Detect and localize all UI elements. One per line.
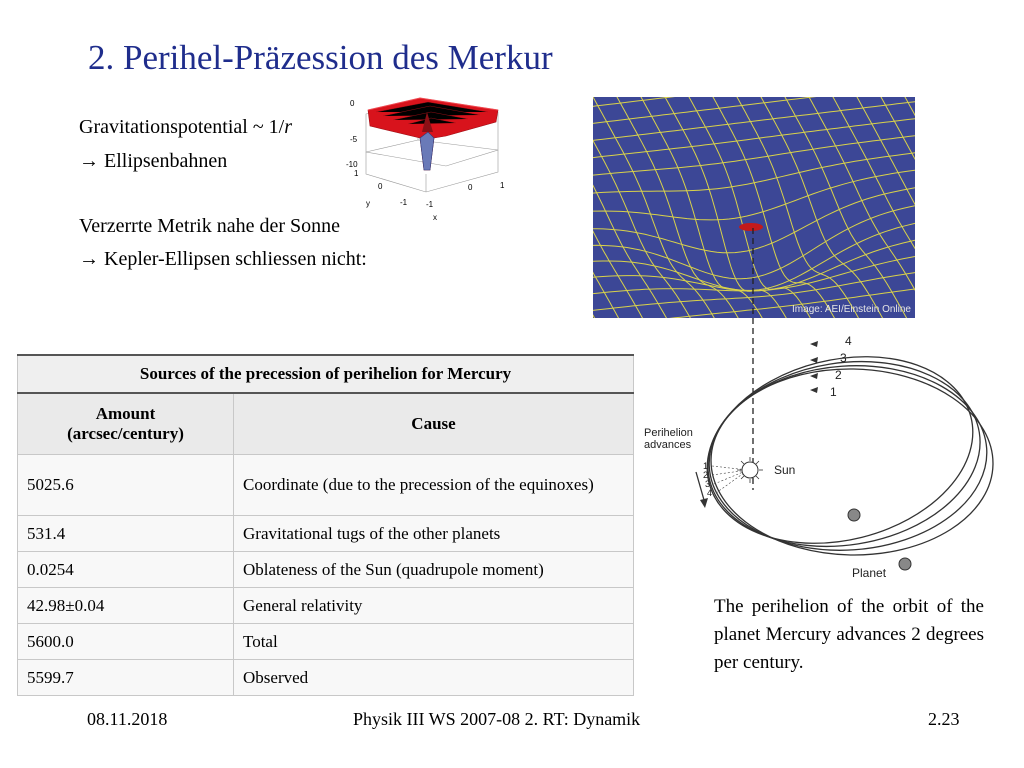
orbit-number-1: 1 bbox=[830, 385, 837, 399]
cause-cell: Total bbox=[234, 624, 634, 660]
table-row bbox=[18, 660, 634, 696]
bullet-metric bbox=[79, 215, 340, 238]
planet-icon bbox=[899, 558, 911, 570]
spacetime-curvature-image bbox=[593, 97, 915, 318]
cause-cell: Coordinate (due to the precession of the equinoxes) bbox=[234, 455, 634, 516]
amount-cell: 5025.6 bbox=[18, 455, 234, 516]
bullet-kepler-text: Kepler-Ellipsen schliessen nicht: bbox=[104, 248, 367, 270]
perihelion-label-2: advances bbox=[644, 439, 692, 451]
amount-cell: 42.98±0.04 bbox=[18, 588, 234, 624]
bullet-ellipses-text: Ellipsenbahnen bbox=[104, 150, 228, 172]
table-row bbox=[18, 516, 634, 552]
side-number-4: 4 bbox=[707, 488, 713, 498]
x-axis-label: x bbox=[433, 213, 437, 222]
cause-cell: Observed bbox=[234, 660, 634, 696]
planet-label: Planet bbox=[852, 566, 887, 580]
cause-cell: Oblateness of the Sun (quadrupole moment) bbox=[234, 552, 634, 588]
bullet-potential-text: Gravitationspotential ~ 1/ bbox=[79, 116, 285, 138]
bullet-ellipses bbox=[79, 150, 227, 173]
z-tick-2: -10 bbox=[346, 160, 358, 169]
side-number-1: 1 bbox=[703, 461, 709, 471]
arrow-icon: → bbox=[79, 150, 99, 172]
orbit-number-3: 3 bbox=[840, 351, 847, 365]
table-caption: Sources of the precession of perihelion for Mercury bbox=[18, 355, 634, 393]
z-tick-1: -5 bbox=[350, 135, 358, 144]
header-cause: Cause bbox=[234, 393, 634, 455]
bullet-potential-r: r bbox=[284, 116, 293, 138]
y-tick-2: -1 bbox=[400, 198, 408, 207]
cause-cell: Gravitational tugs of the other planets bbox=[234, 516, 634, 552]
bullet-potential bbox=[79, 116, 292, 139]
sun-icon bbox=[737, 457, 763, 483]
orbit-caption: The perihelion of the orbit of the planet Mercury advances 2 degrees per century. bbox=[714, 596, 984, 673]
header-amount bbox=[18, 393, 234, 455]
header-amount-line2: (arcsec/century) bbox=[67, 424, 184, 443]
precession-sources-table bbox=[17, 354, 634, 696]
side-number-3: 3 bbox=[705, 479, 711, 489]
table-row bbox=[18, 588, 634, 624]
table-row bbox=[18, 455, 634, 516]
slide-title: 2. Perihel-Präzession des Merkur bbox=[88, 38, 553, 77]
x-tick-1: 0 bbox=[468, 183, 473, 192]
cause-cell: General relativity bbox=[234, 588, 634, 624]
amount-cell: 0.0254 bbox=[18, 552, 234, 588]
y-axis-label: y bbox=[366, 199, 370, 208]
amount-cell: 5600.0 bbox=[18, 624, 234, 660]
image-credit: Image: AEI/Einstein Online bbox=[792, 304, 911, 315]
y-tick-0: 1 bbox=[354, 169, 359, 178]
footer-date: 08.11.2018 bbox=[87, 709, 168, 729]
y-tick-1: 0 bbox=[378, 182, 383, 191]
potential-surface-plot bbox=[338, 92, 518, 227]
sun-label: Sun bbox=[774, 463, 796, 477]
sun-mark bbox=[739, 223, 763, 231]
side-number-2: 2 bbox=[703, 470, 709, 480]
bullet-metric-text: Verzerrte Metrik nahe der Sonne bbox=[79, 215, 340, 237]
orbit-2 bbox=[694, 343, 993, 566]
amount-cell: 531.4 bbox=[18, 516, 234, 552]
perihelion-label-1: Perihelion bbox=[644, 427, 693, 439]
amount-cell: 5599.7 bbox=[18, 660, 234, 696]
page-number: 2.23 bbox=[928, 709, 960, 729]
header-amount-line1: Amount bbox=[95, 404, 156, 423]
arrow-icon: → bbox=[79, 248, 99, 270]
x-tick-2: 1 bbox=[500, 181, 505, 190]
bullet-kepler bbox=[79, 248, 367, 271]
orbit-number-4: 4 bbox=[845, 334, 852, 348]
x-tick-0: -1 bbox=[426, 200, 434, 209]
table-row bbox=[18, 624, 634, 660]
table-row bbox=[18, 552, 634, 588]
z-tick-0: 0 bbox=[350, 99, 355, 108]
orbit-number-2: 2 bbox=[835, 368, 842, 382]
footer-course: Physik III WS 2007-08 2. RT: Dynamik bbox=[353, 709, 641, 729]
potential-well bbox=[420, 132, 434, 170]
orbit-precession-diagram bbox=[640, 330, 1000, 590]
planet-icon bbox=[848, 509, 860, 521]
